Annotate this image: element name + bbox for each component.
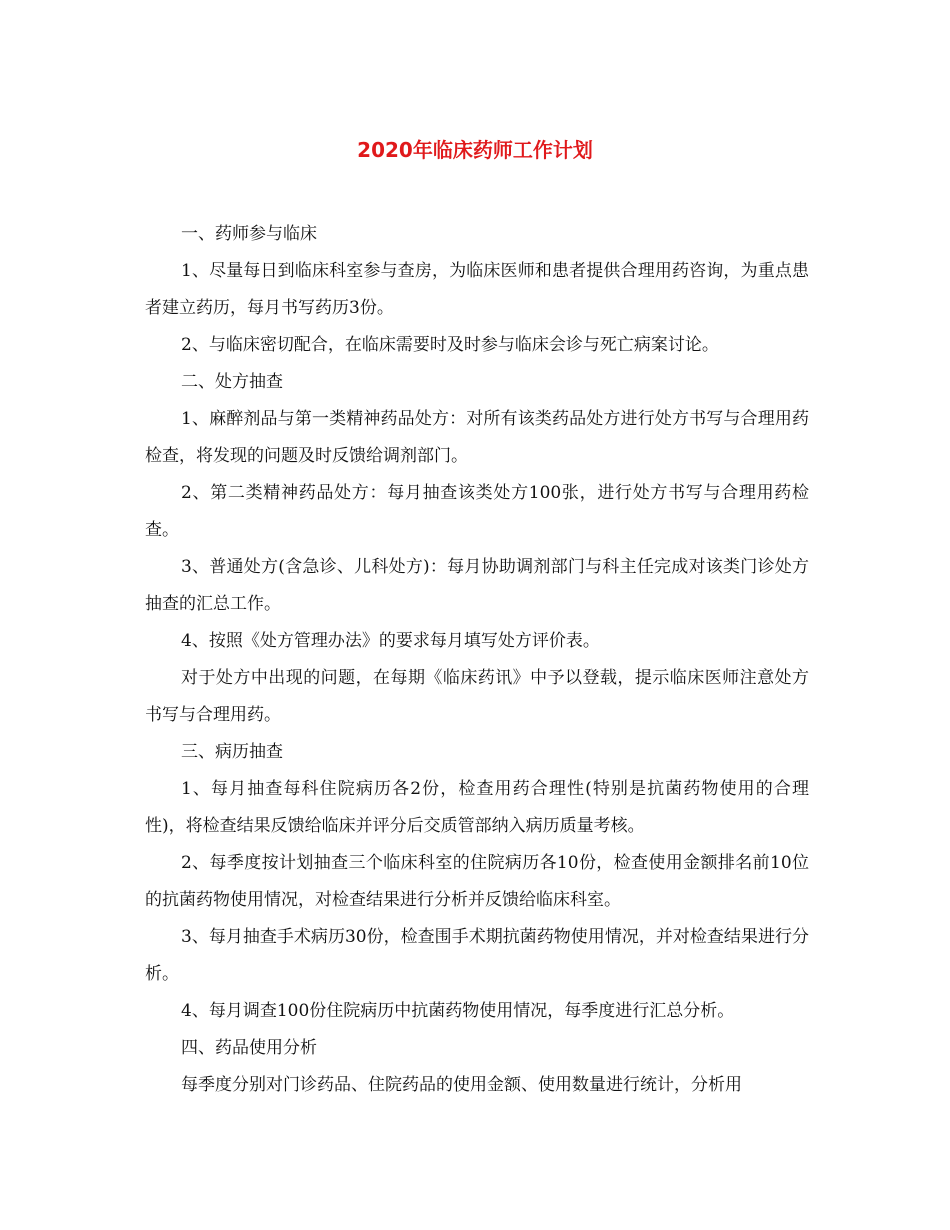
paragraph: 2、与临床密切配合，在临床需要时及时参与临床会诊与死亡病案讨论。 <box>181 335 719 355</box>
document-body <box>145 216 809 1104</box>
paragraph: 2、第二类精神药品处方：每月抽查该类处方100张，进行处方书写与合理用药检查。 <box>145 483 809 540</box>
paragraph: 1、麻醉剂品与第一类精神药品处方：对所有该类药品处方进行处方书写与合理用药检查，将发现的问题及时反馈给调剂部门。 <box>145 409 809 466</box>
paragraph: 2、每季度按计划抽查三个临床科室的住院病历各10份，检查使用金额排名前10位的抗菌药物使用情况，对检查结果进行分析并反馈给临床科室。 <box>145 853 809 910</box>
paragraph: 4、每月调查100份住院病历中抗菌药物使用情况，每季度进行汇总分析。 <box>181 1001 735 1021</box>
section-heading-4: 四、药品使用分析 <box>181 1038 317 1058</box>
paragraph: 4、按照《处方管理办法》的要求每月填写处方评价表。 <box>181 631 600 651</box>
paragraph: 3、每月抽查手术病历30份，检查围手术期抗菌药物使用情况，并对检查结果进行分析。 <box>145 927 809 984</box>
paragraph: 3、普通处方(含急诊、儿科处方)：每月协助调剂部门与科主任完成对该类门诊处方抽查的汇总工作。 <box>145 557 809 614</box>
section-heading-1: 一、药师参与临床 <box>181 224 317 244</box>
paragraph: 对于处方中出现的问题，在每期《临床药讯》中予以登载，提示临床医师注意处方书写与合理用药。 <box>145 668 809 725</box>
document-title: 2020年临床药师工作计划 <box>357 138 593 162</box>
section-heading-3: 三、病历抽查 <box>181 742 283 762</box>
section-heading-2: 二、处方抽查 <box>181 372 283 392</box>
paragraph: 1、每月抽查每科住院病历各2份，检查用药合理性(特别是抗菌药物使用的合理性)，将检查结果反馈给临床并评分后交质管部纳入病历质量考核。 <box>145 779 809 836</box>
paragraph: 1、尽量每日到临床科室参与查房，为临床医师和患者提供合理用药咨询，为重点患者建立药历，每月书写药历3份。 <box>145 261 809 318</box>
paragraph: 每季度分别对门诊药品、住院药品的使用金额、使用数量进行统计，分析用 <box>181 1075 742 1095</box>
